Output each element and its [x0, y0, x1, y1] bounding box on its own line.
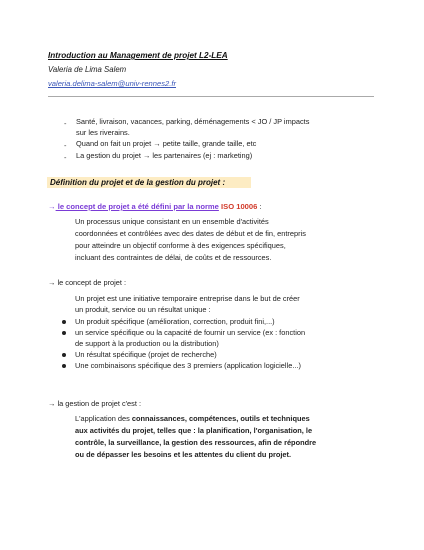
bullet-icon [62, 320, 66, 324]
bullet-item-continuation: de support à la production ou la distribution) [75, 339, 219, 348]
list-item [76, 151, 252, 162]
gestion-paragraph-line: aux activités du projet, telles que : la planification, l'organisation, le [75, 426, 313, 435]
colon-text: : [257, 202, 262, 211]
list-item [76, 117, 309, 138]
author-name: Valeria de Lima Salem [48, 65, 127, 74]
horizontal-divider [48, 96, 374, 97]
list-item [76, 139, 256, 150]
gestion-paragraph-line: contrôle, la surveillance, la gestion des ressources, afin de répondre [75, 438, 317, 447]
concept-norme-link[interactable]: le concept de projet a été défini par la norme [55, 202, 219, 211]
paragraph-line: incluant des contraintes de délai, de coûts et de ressources. [75, 253, 272, 262]
bullet-item: Un résultat spécifique (projet de recherche) [75, 350, 217, 359]
bullet-icon [62, 364, 66, 368]
list-item-line: Quand on fait un projet → petite taille, grande taille, etc [76, 139, 257, 148]
list-dash: - [64, 119, 67, 128]
gestion-normal-text: L'application des [75, 414, 132, 423]
arrow-icon: → [48, 202, 56, 211]
list-item-line: sur les riverains. [76, 127, 130, 137]
document-title: Introduction au Management de projet L2-LEA [48, 51, 228, 60]
author-email-link[interactable]: valeria.delima-salem@univ-rennes2.fr [48, 79, 176, 88]
bullet-icon [62, 353, 66, 357]
list-item-line: La gestion du projet → les partenaires (ej : marketing) [76, 151, 253, 160]
bullet-item: Un produit spécifique (amélioration, correction, produit fini,...) [75, 317, 275, 326]
list-dash: - [64, 141, 67, 150]
bullet-item: Une combinaisons spécifique des 3 premiers (application logicielle...) [75, 361, 301, 370]
paragraph-line: un produit, service ou un résultat unique : [75, 305, 211, 314]
gestion-paragraph-line [75, 414, 310, 423]
gestion-paragraph-line: ou de dépasser les besoins et les attentes du client du projet. [75, 450, 292, 459]
paragraph-line: pour atteindre un objectif conforme à des exigences spécifiques, [75, 241, 286, 250]
list-dash: - [64, 153, 67, 162]
concept-projet-label: → le concept de projet : [48, 278, 127, 287]
paragraph-line: coordonnées et contrôlées avec des dates de début et de fin, entrepris [75, 229, 306, 238]
gestion-bold-text: connaissances, compétences, outils et techniques [131, 414, 310, 423]
concept-norme-line [48, 202, 262, 211]
list-item-line: Santé, livraison, vacances, parking, déménagements < JO / JP impacts [76, 117, 310, 126]
gestion-label: → la gestion de projet c'est : [48, 399, 142, 408]
paragraph-line: Un processus unique consistant en un ensemble d'activités [75, 217, 269, 226]
iso-label: ISO 10006 [221, 202, 258, 211]
bullet-icon [62, 331, 66, 335]
bullet-item: un service spécifique ou la capacité de fournir un service (ex : fonction [75, 328, 306, 337]
definition-heading: Définition du projet et de la gestion du projet : [50, 178, 226, 187]
paragraph-line: Un projet est une initiative temporaire entreprise dans le but de créer [75, 294, 300, 303]
